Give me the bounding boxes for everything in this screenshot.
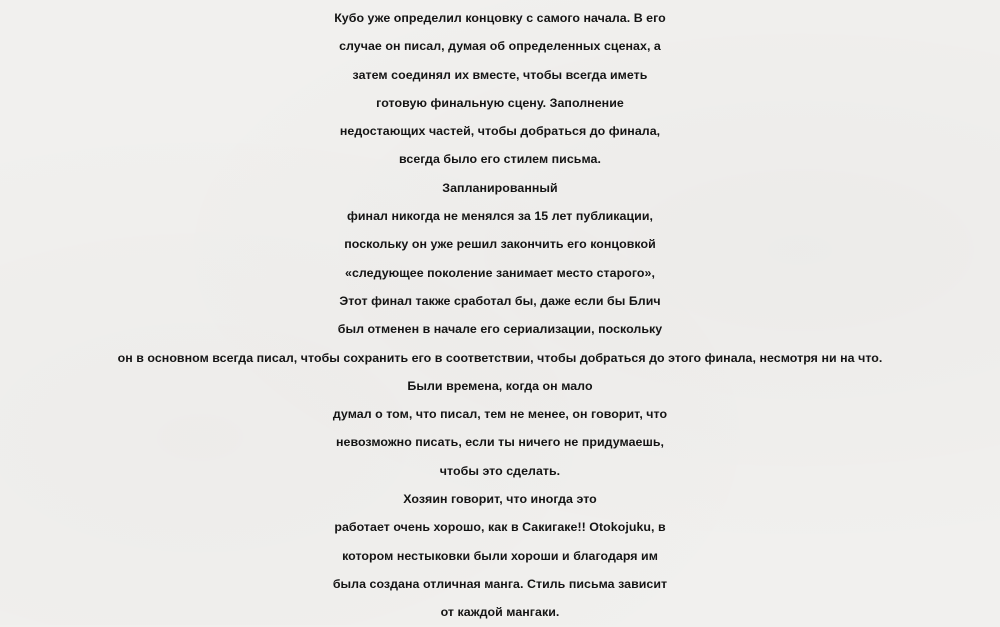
text-line-10: «следующее поколение занимает место старого», bbox=[345, 265, 655, 280]
text-line-17: чтобы это сделать. bbox=[439, 463, 561, 478]
text-line-21: была создана отличная манга. Стиль письма зависит bbox=[332, 576, 668, 591]
text-line-4: готовую финальную сцену. Заполнение bbox=[376, 95, 624, 110]
text-line-14: Были времена, когда он мало bbox=[407, 378, 593, 393]
text-line-11: Этот финал также сработал бы, даже если бы Блич bbox=[339, 293, 661, 308]
text-line-13: он в основном всегда писал, чтобы сохранить его в соответствии, чтобы добраться до этого финала, несмотря ни на что. bbox=[117, 350, 883, 365]
text-line-20: котором нестыковки были хороши и благодаря им bbox=[342, 548, 658, 563]
text-line-18: Хозяин говорит, что иногда это bbox=[403, 492, 597, 507]
text-line-19: работает очень хорошо, как в Сакигаке!! Otokojuku, в bbox=[334, 520, 666, 535]
text-line-7: Запланированный bbox=[442, 180, 558, 195]
text-line-16: невозможно писать, если ты ничего не придумаешь, bbox=[335, 435, 664, 450]
text-block bbox=[0, 4, 1000, 627]
text-line-12: был отменен в начале его сериализации, поскольку bbox=[337, 322, 663, 337]
text-line-15: думал о том, что писал, тем не менее, он говорит, что bbox=[332, 407, 668, 422]
text-line-3: затем соединял их вместе, чтобы всегда иметь bbox=[352, 67, 648, 82]
text-line-9: поскольку он уже решил закончить его концовкой bbox=[344, 237, 656, 252]
text-line-2: случае он писал, думая об определенных сценах, а bbox=[339, 39, 661, 54]
text-line-6: всегда было его стилем письма. bbox=[399, 152, 601, 167]
text-line-22: от каждой мангаки. bbox=[440, 605, 560, 620]
text-line-5: недостающих частей, чтобы добраться до финала, bbox=[339, 124, 661, 139]
text-line-8: финал никогда не менялся за 15 лет публикации, bbox=[347, 209, 653, 224]
text-line-1: Кубо уже определил концовку с самого начала. В его bbox=[334, 11, 666, 25]
